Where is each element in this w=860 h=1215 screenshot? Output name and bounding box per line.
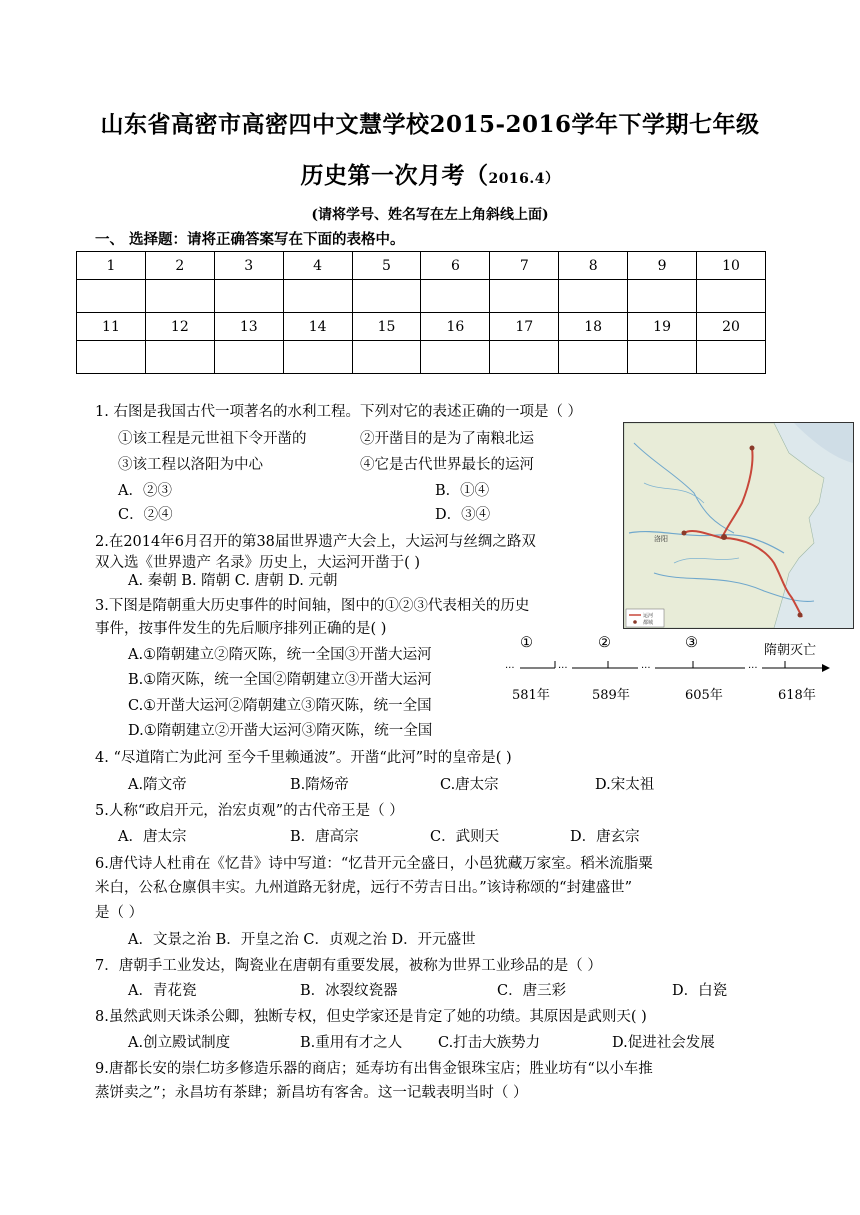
map-drawing: [624, 423, 853, 628]
sui-timeline: [500, 635, 830, 715]
answer-cell[interactable]: [214, 280, 283, 313]
q1-statement-2: ②开凿目的是为了南粮北运: [360, 431, 534, 447]
answer-number-cell: 11: [77, 313, 146, 341]
answer-number-cell: 13: [214, 313, 283, 341]
answer-cell[interactable]: [697, 280, 766, 313]
q5-option-c[interactable]: C．武则天: [430, 829, 500, 845]
q7-option-a[interactable]: A．青花瓷: [128, 983, 197, 999]
q5-stem: 5.人称“政启开元，治宏贞观”的古代帝王是（ ）: [95, 803, 404, 819]
q4-option-b[interactable]: B.隋炀帝: [290, 777, 349, 793]
q4-option-d[interactable]: D.宋太祖: [595, 777, 655, 793]
instruction-note: (请将学号、姓名写在左上角斜线上面): [311, 207, 549, 223]
answer-number-cell: 1: [77, 252, 146, 280]
q4-option-a[interactable]: A.隋文帝: [128, 777, 187, 793]
answer-number-cell: 3: [214, 252, 283, 280]
exam-subject: 历史第一次月考（: [300, 162, 489, 189]
q1-stem: 1. 右图是我国古代一项著名的水利工程。下列对它的表述正确的一项是（ ）: [95, 404, 583, 420]
exam-title-line1: 山东省高密市高密四中文慧学校2015-2016学年下学期七年级: [100, 111, 760, 138]
exam-date: 2016.4）: [488, 171, 560, 187]
answer-number-row: [77, 313, 766, 341]
answer-number-cell: 12: [145, 313, 214, 341]
answer-input-row: [77, 341, 766, 374]
q3-option-d[interactable]: D.①隋朝建立②开凿大运河③隋灭陈，统一全国: [128, 723, 433, 739]
answer-table: [76, 251, 766, 374]
q9-line1: 9.唐都长安的崇仁坊多修造乐器的商店；延寿坊有出售金银珠宝店；胜业坊有“以小车推: [95, 1061, 653, 1077]
q3-option-a[interactable]: A.①隋朝建立②隋灭陈，统一全国③开凿大运河: [128, 647, 432, 663]
answer-cell[interactable]: [352, 341, 421, 374]
answer-cell[interactable]: [145, 280, 214, 313]
q4-option-c[interactable]: C.唐太宗: [440, 777, 499, 793]
answer-cell[interactable]: [283, 280, 352, 313]
answer-cell[interactable]: [77, 280, 146, 313]
svg-text:···: ···: [641, 663, 651, 674]
timeline-mark-3: ③: [685, 635, 698, 651]
answer-cell[interactable]: [628, 280, 697, 313]
timeline-mark-2: ②: [598, 635, 611, 651]
map-city-label: 洛阳: [654, 535, 668, 543]
q1-option-d[interactable]: D．③④: [435, 507, 491, 523]
q6-options[interactable]: A．文景之治 B．开皇之治 C．贞观之治 D．开元盛世: [128, 932, 476, 948]
answer-number-cell: 18: [559, 313, 628, 341]
answer-number-cell: 7: [490, 252, 559, 280]
q6-line1: 6.唐代诗人杜甫在《忆昔》诗中写道：“忆昔开元全盛日，小邑犹藏万家室。稻米流脂粟: [95, 856, 653, 872]
q1-statement-3: ③该工程以洛阳为中心: [118, 457, 263, 473]
q1-statement-1: ①该工程是元世祖下令开凿的: [118, 431, 307, 447]
q5-option-a[interactable]: A．唐太宗: [118, 829, 187, 845]
answer-cell[interactable]: [145, 341, 214, 374]
q3-option-b[interactable]: B.①隋灭陈，统一全国②隋朝建立③开凿大运河: [128, 672, 432, 688]
q1-option-a[interactable]: A．②③: [118, 483, 172, 499]
answer-cell[interactable]: [490, 280, 559, 313]
answer-cell[interactable]: [283, 341, 352, 374]
timeline-mark-1: ①: [520, 635, 533, 651]
answer-number-cell: 20: [697, 313, 766, 341]
q2-line2: 双入选《世界遗产 名录》历史上，大运河开凿于( ): [95, 555, 421, 571]
answer-number-cell: 4: [283, 252, 352, 280]
timeline-year-618: 618年: [778, 688, 816, 703]
svg-text:···: ···: [505, 663, 515, 674]
timeline-year-589: 589年: [592, 688, 630, 703]
q3-line2: 事件，按事件发生的先后顺序排列正确的是( ): [95, 621, 387, 637]
q7-option-d[interactable]: D．白瓷: [672, 983, 728, 999]
q1-statement-4: ④它是古代世界最长的运河: [360, 457, 534, 473]
q8-option-d[interactable]: D.促进社会发展: [612, 1035, 715, 1051]
q6-line2: 米白，公私仓廪俱丰实。九州道路无豺虎，远行不劳吉日出。”该诗称颂的“封建盛世”: [95, 880, 632, 896]
q5-option-b[interactable]: B．唐高宗: [290, 829, 359, 845]
q8-option-a[interactable]: A.创立殿试制度: [128, 1035, 231, 1051]
timeline-year-605: 605年: [685, 688, 723, 703]
answer-cell[interactable]: [628, 341, 697, 374]
section-heading: 一、 选择题：请将正确答案写在下面的表格中。: [95, 231, 405, 248]
q9-line2: 蒸饼卖之”；永昌坊有茶肆；新昌坊有客舍。这一记载表明当时（ ）: [95, 1085, 528, 1101]
answer-cell[interactable]: [490, 341, 559, 374]
svg-text:···: ···: [748, 663, 758, 674]
timeline-mark-end: 隋朝灭亡: [764, 643, 817, 658]
answer-number-cell: 15: [352, 313, 421, 341]
q4-stem: 4. “尽道隋亡为此河 至今千里赖通波”。开凿“此河”时的皇帝是( ): [95, 750, 512, 766]
q1-option-b[interactable]: B．①④: [435, 483, 490, 499]
answer-cell[interactable]: [697, 341, 766, 374]
answer-cell[interactable]: [559, 341, 628, 374]
timeline-year-581: 581年: [512, 688, 550, 703]
svg-text:···: ···: [558, 663, 568, 674]
answer-number-cell: 19: [628, 313, 697, 341]
answer-cell[interactable]: [77, 341, 146, 374]
q8-option-c[interactable]: C.打击大族势力: [438, 1035, 541, 1051]
answer-number-cell: 10: [697, 252, 766, 280]
q1-option-c[interactable]: C．②④: [118, 507, 173, 523]
answer-number-cell: 16: [421, 313, 490, 341]
q7-option-c[interactable]: C．唐三彩: [497, 983, 567, 999]
q7-option-b[interactable]: B．冰裂纹瓷器: [300, 983, 398, 999]
q2-options[interactable]: A. 秦朝 B. 隋朝 C. 唐朝 D. 元朝: [128, 573, 338, 589]
q3-option-c[interactable]: C.①开凿大运河②隋朝建立③隋灭陈，统一全国: [128, 698, 432, 714]
answer-input-row: [77, 280, 766, 313]
answer-cell[interactable]: [421, 341, 490, 374]
q7-stem: 7．唐朝手工业发达，陶瓷业在唐朝有重要发展，被称为世界工业珍品的是（ ）: [95, 958, 602, 974]
exam-title-line2: [0, 157, 860, 190]
answer-number-cell: 5: [352, 252, 421, 280]
grand-canal-map: [623, 422, 854, 629]
answer-cell[interactable]: [421, 280, 490, 313]
answer-number-cell: 14: [283, 313, 352, 341]
map-legend-capital: 都城: [643, 620, 654, 626]
q3-line1: 3.下图是隋朝重大历史事件的时间轴，图中的①②③代表相关的历史: [95, 598, 530, 614]
answer-number-cell: 6: [421, 252, 490, 280]
answer-cell[interactable]: [214, 341, 283, 374]
answer-number-cell: 9: [628, 252, 697, 280]
answer-cell[interactable]: [352, 280, 421, 313]
q8-stem: 8.虽然武则天诛杀公卿，独断专权，但史学家还是肯定了她的功绩。其原因是武则天( ): [95, 1009, 647, 1025]
q8-option-b[interactable]: B.重用有才之人: [300, 1035, 403, 1051]
map-legend-canal: 运河: [643, 613, 654, 619]
q2-line1: 2.在2014年6月召开的第38届世界遗产大会上，大运河与丝绸之路双: [95, 534, 536, 550]
answer-cell[interactable]: [559, 280, 628, 313]
q6-line3: 是（ ）: [95, 905, 144, 921]
answer-number-cell: 2: [145, 252, 214, 280]
q5-option-d[interactable]: D．唐玄宗: [570, 829, 640, 845]
answer-number-cell: 8: [559, 252, 628, 280]
answer-number-row: [77, 252, 766, 280]
answer-number-cell: 17: [490, 313, 559, 341]
